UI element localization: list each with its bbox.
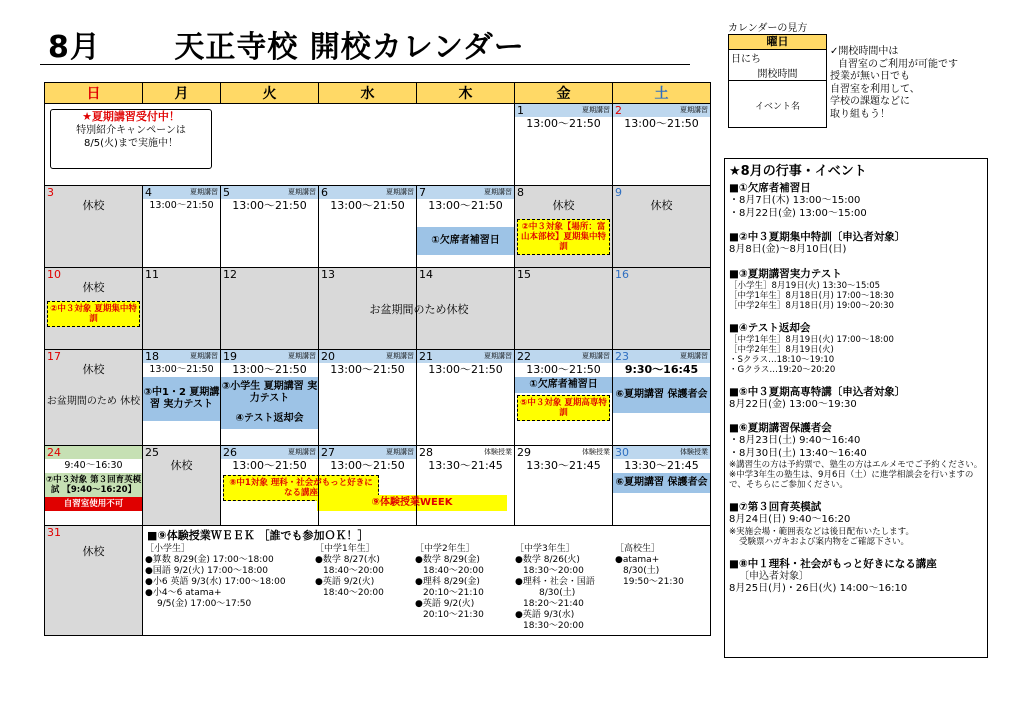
day-hours: 9:30～16:45: [624, 363, 699, 376]
day-6: 6 夏期講習 13:00～21:50: [319, 186, 417, 268]
event-jishu: 自習室使用不可: [45, 497, 142, 511]
sidebar-item: 8月25日(月)・26日(火) 14:00～16:10: [729, 583, 908, 594]
day-19: 19 夏期講習 13:00～21:50 ③小学生 夏期講習 実力テスト ④テスト返却会: [221, 350, 319, 446]
day-hours: 13:00～21:50: [232, 459, 307, 472]
empty-days-notice: [45, 104, 515, 186]
sidebar-item: ［小学生］8月19日(火) 13:30～15:05: [729, 280, 881, 291]
legend-note-line: ✓開校時間中は: [830, 46, 899, 57]
event-hogosha: ⑥夏期講習 保護者会: [613, 377, 710, 413]
trial-week-columns: [143, 544, 710, 632]
day-18: 18 夏期講習 13:00～21:50 ③中1・2 夏期講習 実力テスト: [143, 350, 221, 446]
sidebar-section-title: ■①欠席者補習日: [729, 182, 811, 194]
page-title: 8月 天正寺校 開校カレンダー: [48, 30, 525, 65]
sidebar-section-title: ■④テスト返却会: [729, 321, 811, 334]
day-5: 5 夏期講習 13:00～21:50: [221, 186, 319, 268]
sidebar-section-title: ■⑦第３回育英模試: [729, 501, 822, 513]
title-underline: [40, 64, 690, 65]
day-hours: 13:00～21:50: [428, 199, 503, 212]
weekday-sat: 土: [613, 83, 711, 104]
trial-j2: ［中学2年生］ ●数学 8/29(金) 18:40～20:00 ●理科 8/29(金) 20:10～21:10 ●英語 9/2(火) 20:10～21:30: [415, 544, 484, 620]
day-11: 11: [143, 268, 221, 350]
day-16: 16: [613, 268, 711, 350]
campaign-headline: ★夏期講習受付中！: [82, 110, 180, 123]
week-1: [45, 104, 711, 186]
sidebar-heading: ★8月の行事・イベント: [729, 164, 867, 179]
closed-label: 休校: [82, 199, 105, 212]
day-hours: 13:00～21:50: [149, 364, 214, 375]
day-hours: 13:00～21:50: [330, 199, 405, 212]
day-2: 2 夏期講習 13:00～21:50: [613, 104, 711, 186]
day-hours: 13:00～21:50: [330, 363, 405, 376]
closed-label: 休校: [82, 545, 105, 558]
day-hours: 13:00～21:50: [149, 200, 214, 211]
trial-elem: ［小学生］ ●算数 8/29(金) 17:00～18:00 ●国語 9/2(火) 17:00～18:00 ●小6 英語 9/3(水) 17:00～18:00 ●小4～6 atama+ 9/5(金) 17:00～17:50: [145, 544, 286, 609]
event-test-middle: ③中1・2 夏期講習 実力テスト: [143, 377, 220, 421]
sidebar-note: ※講習生の方は予約票で、塾生の方はエルメモでご予約ください。: [729, 460, 983, 470]
event-chu1: ⑧中1対象 理科・社会がもっと好きになる講座: [223, 475, 379, 501]
trial-j3: ［中学3年生］ ●数学 8/26(火) 18:30～20:00 ●理科・社会・国語 8/30(土) 18:20～21:40 ●英語 9/3(水) 18:30～20:00: [515, 544, 595, 631]
day-hours: 13:00～21:50: [428, 363, 503, 376]
event-ketsuseki: ①欠席者補習日: [515, 377, 612, 393]
sidebar-item: ［中学1年生］8月19日(火) 17:00～18:00: [729, 334, 894, 345]
day-26: 26 夏期講習 13:00～21:50 ⑧中1対象 理科・社会がもっと好きになる講座: [221, 446, 319, 526]
closed-label: 休校: [650, 199, 673, 212]
weekday-header-row: [45, 83, 711, 104]
day-7: 7 夏期講習 13:00～21:50 ①欠席者補習日: [417, 186, 515, 268]
sidebar-note: ※中学3年生の塾生は、9月6日（土）に進学相談会を行いますので、そちらにご参加ください。: [729, 470, 974, 490]
day-hours: 13:00～21:50: [232, 363, 307, 376]
week-2: [45, 186, 711, 268]
day-4: 4 夏期講習 13:00～21:50: [143, 186, 221, 268]
week-6: [45, 526, 711, 636]
day-12: 12: [221, 268, 319, 350]
sidebar-item: 〔申込者対象〕: [739, 570, 809, 582]
day-14: 14: [417, 268, 515, 350]
day-hours: 9:40～16:30: [64, 460, 123, 471]
day-1: 1 夏期講習 13:00～21:50: [515, 104, 613, 186]
sidebar-section-title: ■③夏期講習実力テスト: [729, 267, 842, 280]
week-3: [45, 268, 711, 350]
legend-note-line: 自習室を利用して、: [830, 83, 920, 95]
day-hours: 13:30～21:45: [624, 459, 699, 472]
sidebar-section-title: ■②中３夏期集中特訓〔申込者対象〕: [729, 231, 906, 243]
week-5: [45, 446, 711, 526]
closed-label: 休校: [82, 281, 105, 294]
sidebar-item: ［中学2年生］8月18日(月) 19:00～20:30: [729, 300, 894, 311]
day-28: 28 体験授業 13:30～21:45 ⑨体験授業WEEK: [417, 446, 515, 526]
closed-label: 休校: [552, 199, 575, 212]
campaign-line: 特別紹介キャンペーンは: [76, 125, 186, 136]
day-3: 3 休校: [45, 186, 143, 268]
day-hours: 13:30～21:45: [526, 459, 601, 472]
sidebar-item: 8月8日(金)～8月10日(日): [729, 244, 847, 255]
legend-notes: [830, 46, 958, 121]
legend-box: [728, 34, 827, 128]
day-21: 21 夏期講習 13:00～21:50: [417, 350, 515, 446]
week-4: [45, 350, 711, 446]
sidebar-item: ［中学1年生］8月18日(月) 17:00～18:30: [729, 290, 894, 301]
sidebar-item: ・8月30日(土) 13:40～16:40: [729, 447, 867, 459]
trial-hs: ［高校生］ ●atama+ 8/30(土) 19:50～21:30: [615, 544, 684, 587]
day-24: 24 9:40～16:30 ⑦中３対象 第３回育英模試 【9:40～16:20】 自習室使用不可: [45, 446, 143, 526]
sidebar-section-title: ■⑥夏期講習保護者会: [729, 422, 832, 434]
trial-j1: ［中学1年生］ ●数学 8/27(水) 18:40～20:00 ●英語 9/2(火) 18:40～20:00: [315, 544, 384, 598]
day-15: 15: [515, 268, 613, 350]
legend-day-header: 曜日: [729, 35, 826, 50]
weekday-mon: 月: [143, 83, 221, 104]
sidebar-item: 8月22日(金) 13:00～19:30: [729, 398, 857, 410]
day-8: 8 休校 ②中３対象【場所：富山本部校】夏期集中特訓: [515, 186, 613, 268]
day-13: 13 お盆期間のため休校: [319, 268, 417, 350]
day-20: 20 夏期講習 13:00～21:50: [319, 350, 417, 446]
day-hours: 13:30～21:45: [428, 459, 503, 472]
weekday-fri: 金: [515, 83, 613, 104]
event-koosen: ⑤中３対象 夏期高専特訓: [517, 395, 610, 421]
day-27: 27 夏期講習 13:00～21:50: [319, 446, 417, 526]
legend-event-label: イベント名: [754, 102, 800, 112]
day-hours: 13:00～21:50: [232, 199, 307, 212]
trial-week-title: ■⑨体験授業ＷＥＥＫ ［誰でも参加ＯＫ！］: [147, 529, 369, 542]
legend-note-line: 学校の課題などに: [830, 96, 910, 107]
day-hours: 13:00～21:50: [330, 459, 405, 472]
event-moshi: ⑦中３対象 第３回育英模試 【9:40～16:20】: [45, 475, 142, 495]
campaign-line: 8/5(火)まで実施中！: [84, 138, 178, 149]
calendar-grid: [44, 82, 711, 636]
legend-date-area: [729, 50, 826, 81]
sidebar-note: ※実施会場・範囲表などは後日配布いたします。: [729, 526, 914, 537]
event-henkyaku: ④テスト返却会: [221, 409, 318, 429]
trial-week-details: [143, 526, 711, 636]
sidebar-item: ［中学2年生］8月19日(火): [729, 344, 834, 355]
day-hours: 13:00～21:50: [624, 117, 699, 130]
day-29: 29 体験授業 13:30～21:45: [515, 446, 613, 526]
weekday-wed: 水: [319, 83, 417, 104]
legend-date-label: 日にち: [731, 54, 761, 65]
weekday-thu: 木: [417, 83, 515, 104]
day-31: 31 休校: [45, 526, 143, 636]
legend-note-line: 取り組もう！: [830, 108, 890, 120]
day-10: 10 休校 ②中３対象 夏期集中特訓: [45, 268, 143, 350]
event-chu3-tomiyama: ②中３対象【場所：富山本部校】夏期集中特訓: [517, 219, 610, 255]
legend-note-line: 授業が無い日でも: [830, 71, 910, 82]
campaign-notice: [50, 109, 212, 169]
sidebar-item: ・8月7日(木) 13:00～15:00: [729, 195, 861, 206]
event-trial-week: ⑨体験授業WEEK: [317, 495, 507, 511]
day-23: 23 夏期講習 9:30～16:45 ⑥夏期講習 保護者会: [613, 350, 711, 446]
weekday-sun: 日: [45, 83, 143, 104]
event-hogosha: ⑥夏期講習 保護者会: [613, 473, 710, 493]
closed-label: 休校: [170, 459, 193, 472]
weekday-tue: 火: [221, 83, 319, 104]
day-22: 22 夏期講習 13:00～21:50 ①欠席者補習日 ⑤中３対象 夏期高専特訓: [515, 350, 613, 446]
legend-caption: カレンダーの見方: [728, 23, 808, 34]
day-30: 30 体験授業 13:30～21:45 ⑥夏期講習 保護者会: [613, 446, 711, 526]
legend-hours-label: 開校時間: [757, 69, 798, 80]
day-9: 9 休校: [613, 186, 711, 268]
obon-closed-label: お盆期間のため 休校: [46, 396, 141, 407]
sidebar-section-title: ■⑤中３夏期高専特講〔申込者対象〕: [729, 385, 906, 398]
day-hours: 13:00～21:50: [526, 363, 601, 376]
event-ketsuseki: ①欠席者補習日: [417, 227, 514, 255]
day-25: 25 休校: [143, 446, 221, 526]
sidebar-item: ・Sクラス…18:10～19:10: [729, 354, 835, 365]
events-sidebar: [724, 158, 988, 658]
event-chu3: ②中３対象 夏期集中特訓: [47, 301, 140, 327]
sidebar-section-title: ■⑧中１理科・社会がもっと好きになる講座: [729, 557, 937, 570]
closed-label: 休校: [82, 363, 105, 376]
sidebar-note: 受験票ハガキおよび案内物をご確認下さい。: [739, 536, 910, 547]
obon-closed-label: お盆期間のため休校: [369, 303, 469, 316]
event-test-elem: ③小学生 夏期講習 実力テスト: [221, 377, 318, 409]
legend-note-line: 自習室のご利用が可能です: [838, 58, 958, 70]
sidebar-item: 8月24日(日) 9:40～16:20: [729, 514, 851, 525]
sidebar-item: ・Gクラス…19:20～20:20: [729, 364, 836, 375]
day-hours: 13:00～21:50: [526, 117, 601, 130]
sidebar-item: ・8月23日(土) 9:40～16:40: [729, 435, 861, 446]
sidebar-item: ・8月22日(金) 13:00～15:00: [729, 207, 867, 219]
day-17: 17 休校 お盆期間のため 休校: [45, 350, 143, 446]
